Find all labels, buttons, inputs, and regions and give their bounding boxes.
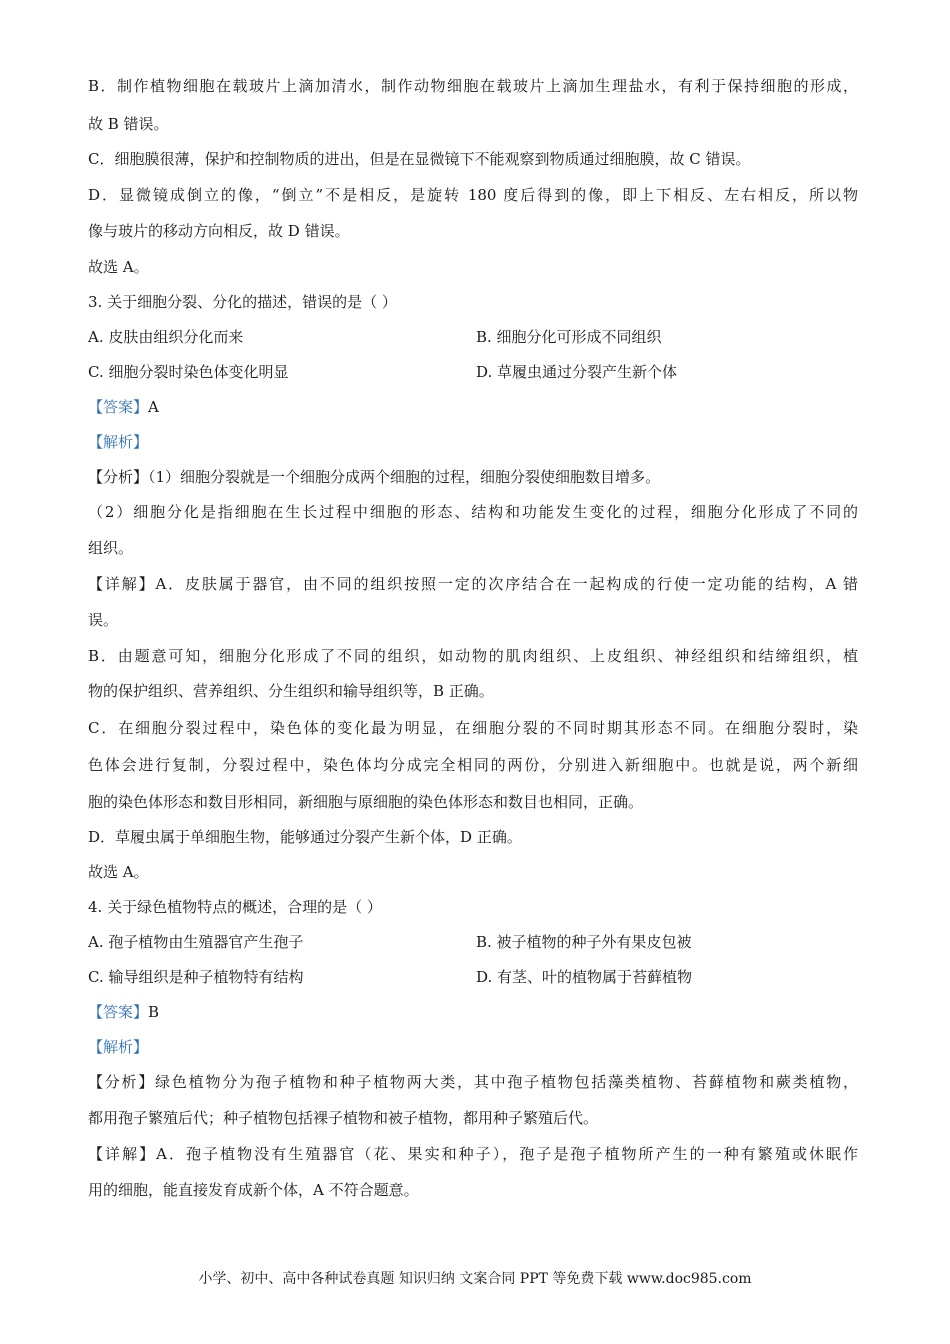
- q3-choose: 故选 A。: [88, 863, 149, 881]
- q4-analysis-line1: [88, 1071, 858, 1093]
- detail-tag: 【详解】: [88, 1145, 157, 1163]
- q3-option-d: D. 草履虫通过分裂产生新个体: [476, 363, 678, 381]
- q4-stem: 4. 关于绿色植物特点的概述，合理的是（ ）: [88, 898, 382, 916]
- q3-detail-c-line3: 胞的染色体形态和数目形相同，新细胞与原细胞的染色体形态和数目也相同，正确。: [88, 793, 644, 811]
- q4-option-b: B. 被子植物的种子外有果皮包被: [476, 933, 692, 951]
- q3-jiexi: [88, 431, 858, 453]
- q2-option-c-explanation: C．细胞膜很薄，保护和控制物质的进出，但是在显微镜下不能观察到物质通过细胞膜，故 C 错误。: [88, 150, 751, 168]
- q4-option-d: D. 有茎、叶的植物属于苔藓植物: [476, 968, 693, 986]
- q4-option-a: A. 孢子植物由生殖器官产生孢子: [88, 933, 304, 951]
- q3-detail-c-line1: C．在细胞分裂过程中，染色体的变化最为明显，在细胞分裂的不同时期其形态不同。在细胞分裂时，染: [88, 719, 858, 737]
- q3-analysis-line1: [88, 466, 858, 488]
- q2-option-b-explanation-line1: B．制作植物细胞在载玻片上滴加清水，制作动物细胞在载玻片上滴加生理盐水，有利于保持细胞的形成，: [88, 77, 858, 95]
- jiexi-tag: 【解析】: [88, 1038, 149, 1056]
- jiexi-tag: 【解析】: [88, 433, 149, 451]
- page-footer: 小学、初中、高中各种试卷真题 知识归纳 文案合同 PPT 等免费下载 www.doc985.com: [198, 1271, 752, 1287]
- q3-detail-a-line1: [88, 573, 858, 595]
- q4-jiexi: [88, 1036, 858, 1058]
- q3-option-b: B. 细胞分化可形成不同组织: [476, 328, 662, 346]
- q3-detail-b-line1: B．由题意可知，细胞分化形成了不同的组织，如动物的肌肉组织、上皮组织、神经组织和结缔组织，植: [88, 647, 858, 665]
- q4-option-c: C. 输导组织是种子植物特有结构: [88, 968, 304, 986]
- detail-text: A．孢子植物没有生殖器官（花、果实和种子），孢子是孢子植物所产生的一种有繁殖或休眠作: [156, 1145, 858, 1163]
- answer-value: A: [148, 398, 159, 416]
- q3-detail-a-line2: 误。: [88, 611, 119, 629]
- analysis-tag: 【分析】: [88, 1073, 156, 1091]
- detail-tag: 【详解】: [88, 575, 156, 593]
- q2-option-d-explanation-line1: D．显微镜成倒立的像，“倒立”不是相反，是旋转 180 度后得到的像，即上下相反、左右相反，所以物: [88, 186, 858, 204]
- q3-analysis-line2: （2）细胞分化是指细胞在生长过程中细胞的形态、结构和功能发生变化的过程，细胞分化形成了不同的: [88, 503, 858, 521]
- detail-text: A．皮肤属于器官，由不同的组织按照一定的次序结合在一起构成的行使一定功能的结构，A 错: [155, 575, 858, 593]
- analysis-text: （1）细胞分裂就是一个细胞分成两个细胞的过程，细胞分裂使细胞数目增多。: [148, 468, 661, 486]
- q2-option-d-explanation-line2: 像与玻片的移动方向相反，故 D 错误。: [88, 222, 350, 240]
- q2-option-b-explanation-line2: 故 B 错误。: [88, 115, 169, 133]
- answer-value: B: [148, 1003, 160, 1021]
- q3-detail-b-line2: 物的保护组织、营养组织、分生组织和输导组织等，B 正确。: [88, 682, 494, 700]
- q3-option-c: C. 细胞分裂时染色体变化明显: [88, 363, 289, 381]
- answer-tag: 【答案】: [88, 1003, 149, 1021]
- analysis-tag: 【分析】: [88, 468, 149, 486]
- q4-detail-a-line2: 用的细胞，能直接发育成新个体，A 不符合题意。: [88, 1181, 419, 1199]
- q3-detail-d: D．草履虫属于单细胞生物，能够通过分裂产生新个体，D 正确。: [88, 828, 522, 846]
- q4-analysis-line2: 都用孢子繁殖后代；种子植物包括裸子植物和被子植物，都用种子繁殖后代。: [88, 1109, 599, 1127]
- q4-detail-a-line1: [88, 1143, 858, 1165]
- q3-analysis-line3: 组织。: [88, 539, 134, 557]
- answer-tag: 【答案】: [88, 398, 149, 416]
- q3-stem: 3. 关于细胞分裂、分化的描述，错误的是（ ）: [88, 293, 397, 311]
- q2-choose: 故选 A。: [88, 258, 149, 276]
- q4-answer: [88, 1001, 858, 1023]
- q3-option-a: A. 皮肤由组织分化而来: [88, 328, 244, 346]
- q3-answer: [88, 396, 858, 418]
- analysis-text: 绿色植物分为孢子植物和种子植物两大类，其中孢子植物包括藻类植物、苔藓植物和蕨类植物，: [155, 1073, 858, 1091]
- q3-detail-c-line2: 色体会进行复制，分裂过程中，染色体均分成完全相同的两份，分别进入新细胞中。也就是说，两个新细: [88, 756, 858, 774]
